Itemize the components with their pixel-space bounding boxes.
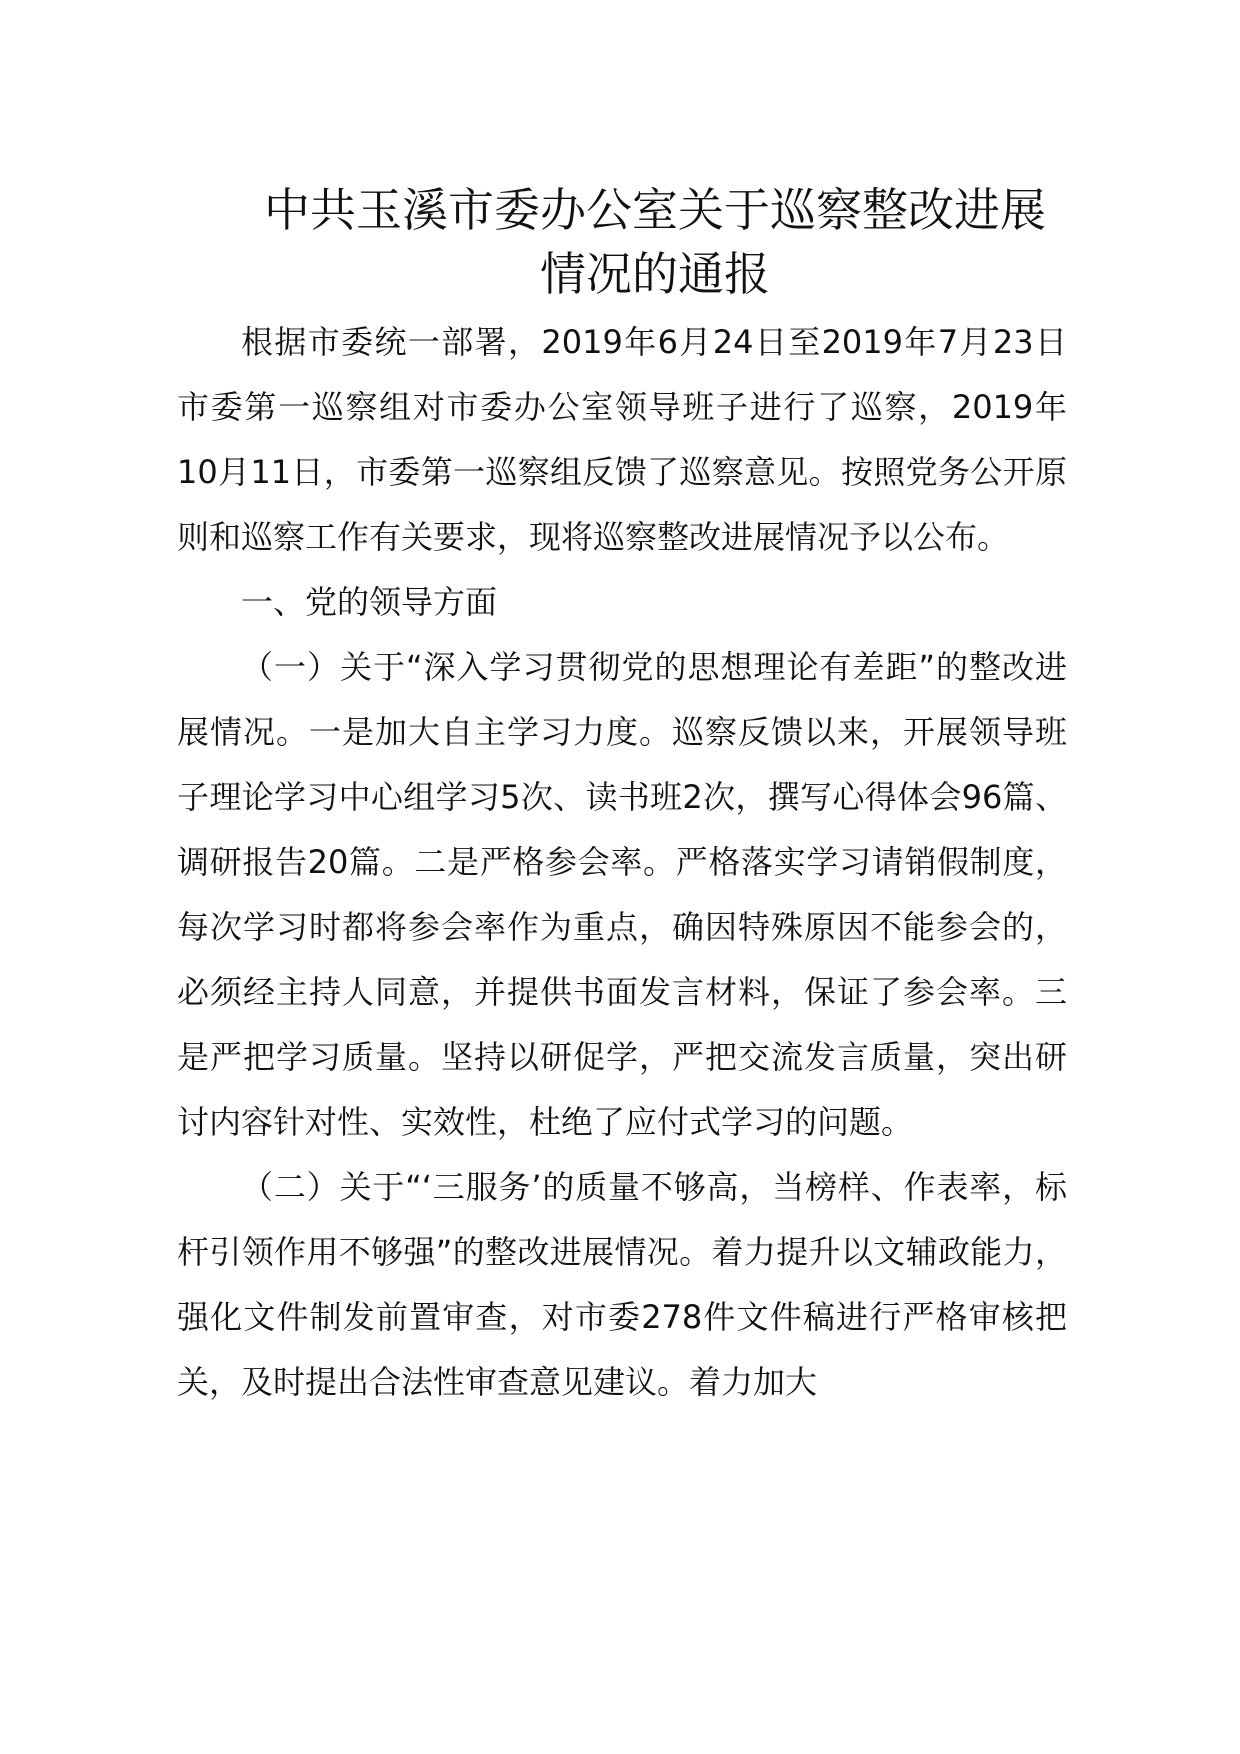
title-line-1: 中共玉溪市委办公室关于巡察整改进展 xyxy=(264,183,1046,237)
section-heading: 一、党的领导方面 xyxy=(241,583,498,621)
document-title xyxy=(240,178,1070,306)
intro-paragraph: 根据市委统一部署，2019年6月24日至2019年7月23日市委第一巡察组对市委办公室领导班子进行了巡察，2019年10月11日，市委第一巡察组反馈了巡察意见。按照党务公开原则和巡察工作有关要求，现将巡察整改进展情况予以公布。 xyxy=(177,323,1067,556)
item-2-paragraph: （二）关于“‘三服务’的质量不够高，当榜样、作表率，标杆引领作用不够强”的整改进展情况。着力提升以文辅政能力，强化文件制发前置审查，对市委278件文件稿进行严格审核把关，及时提出合法性审查意见建议。着力加大 xyxy=(177,1168,1067,1401)
item-1-paragraph: （一）关于“深入学习贯彻党的思想理论有差距”的整改进展情况。一是加大自主学习力度。巡察反馈以来，开展领导班子理论学习中心组学习5次、读书班2次，撰写心得体会96篇、调研报告20篇。二是严格参会率。严格落实学习请销假制度，每次学习时都将参会率作为重点，确因特殊原因不能参会的，必须经主持人同意，并提供书面发言材料，保证了参会率。三是严把学习质量。坚持以研促学，严把交流发言质量，突出研讨内容针对性、实效性，杜绝了应付式学习的问题。 xyxy=(177,648,1067,1141)
document-body xyxy=(177,310,1067,1415)
title-line-2: 情况的通报 xyxy=(540,247,770,301)
